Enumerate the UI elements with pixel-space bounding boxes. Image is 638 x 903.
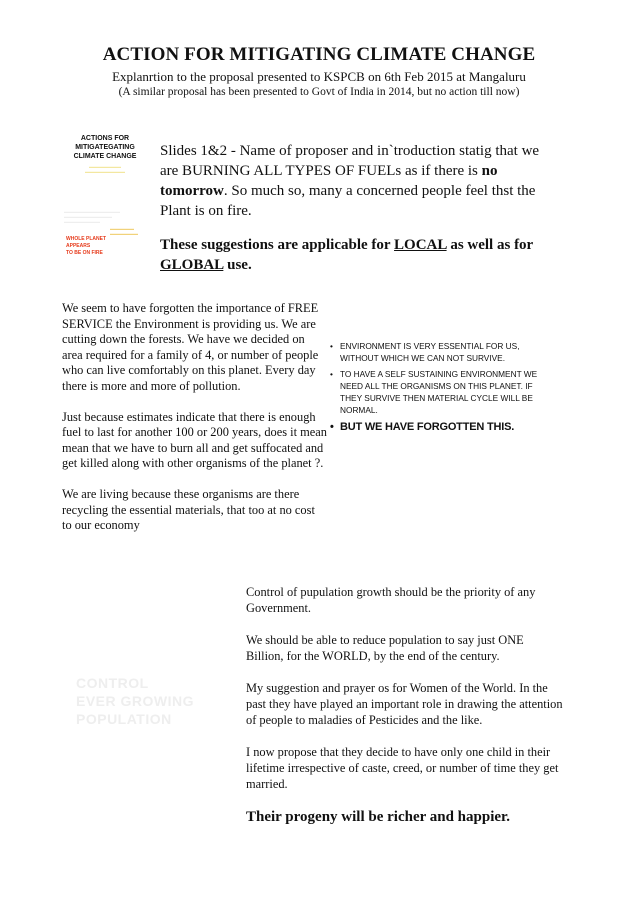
- slide-faded-text: ▬▬▬▬▬▬▬▬▬▬▬▬▬▬ ▬▬▬▬▬▬▬▬▬▬▬▬ ▬▬▬▬▬▬▬▬▬: [64, 209, 120, 224]
- paragraph: We should be able to reduce population to say just ONE Billion, for the WORLD, by the end of the century.: [246, 633, 524, 663]
- slide-faded-text: ▬▬▬▬▬▬ ▬▬▬▬▬▬▬: [110, 226, 138, 236]
- slide-heading: ACTIONS FOR MITIGATEGATING CLIMATE CHANGE: [73, 135, 137, 160]
- bullet-item: • ENVIRONMENT IS VERY ESSENTIAL FOR US, WITHOUT WHICH WE CAN NOT SURVIVE.: [330, 341, 520, 363]
- slide-fire-text: WHOLE PLANET APPEARS TO BE ON FIRE: [66, 236, 106, 256]
- population-text: [246, 584, 564, 843]
- paragraph: Control of pupulation growth should be the priority of any Government.: [246, 585, 536, 615]
- slide-thumbnail-1: [62, 134, 148, 264]
- slide-faded-text: ▬▬▬▬▬▬▬▬ ▬▬▬▬▬▬▬▬▬▬: [85, 164, 125, 174]
- paragraph: My suggestion and prayer os for Women of the World. In the past they have played an important role in drawing the attention of people to maladies of Pesticides and the like.: [246, 681, 563, 727]
- paragraph: We seem to have forgotten the importance of FREE SERVICE the Environment is providing us. We are cutting down the forests. We have we decided on area required for a family of 4, or number of people who can live comfortably on this planet. Every day there is more and more of pollution.: [62, 301, 319, 393]
- document-title: ACTION FOR MITIGATING CLIMATE CHANGE: [102, 44, 536, 65]
- paragraph: I now propose that they decide to have only one child in their lifetime irrespective of caste, creed, or number of time they get married.: [246, 745, 559, 791]
- bullet-item: • BUT WE HAVE FORGOTTEN THIS.: [330, 421, 515, 433]
- population-slide-text: CONTROL EVER GROWING POPULATION: [76, 675, 195, 727]
- paragraph: Just because estimates indicate that there is enough fuel to last for another 100 or 200 years, does it mean mean that we have to burn all and get suffocated and get killed along with other organisms of the planet ?.: [62, 409, 327, 470]
- document-subtitle: Explanrtion to the proposal presented to KSPCB on 6th Feb 2015 at Mangaluru: [112, 69, 526, 84]
- environment-text: [62, 301, 327, 549]
- intro-text: [160, 141, 560, 275]
- paragraph: We are living because these organisms are there recycling the essential materials, that too at no cost to our economy: [62, 487, 315, 532]
- document-note: (A similar proposal has been presented to Govt of India in 2014, but no action till now): [118, 86, 520, 98]
- intro-paragraph: Slides 1&2 - Name of proposer and in`troduction statig that we are BURNING ALL TYPES OF FUELs as if there is no tomorrow. So much so, many a concerned people feel thst the Plant is on fire.: [160, 143, 540, 219]
- bullet-item: • TO HAVE A SELF SUSTAINING ENVIRONMENT WE NEED ALL THE ORGANISMS ON THIS PLANET. IF THEY SURVIVE THEN MATERIAL CYCLE WILL BE NORMAL.: [330, 369, 538, 415]
- closing-statement: Their progeny will be richer and happier.: [246, 809, 511, 825]
- slide-bullet-list: [330, 340, 555, 438]
- scope-statement: These suggestions are applicable for LOCAL as well as for GLOBAL use.: [160, 237, 533, 273]
